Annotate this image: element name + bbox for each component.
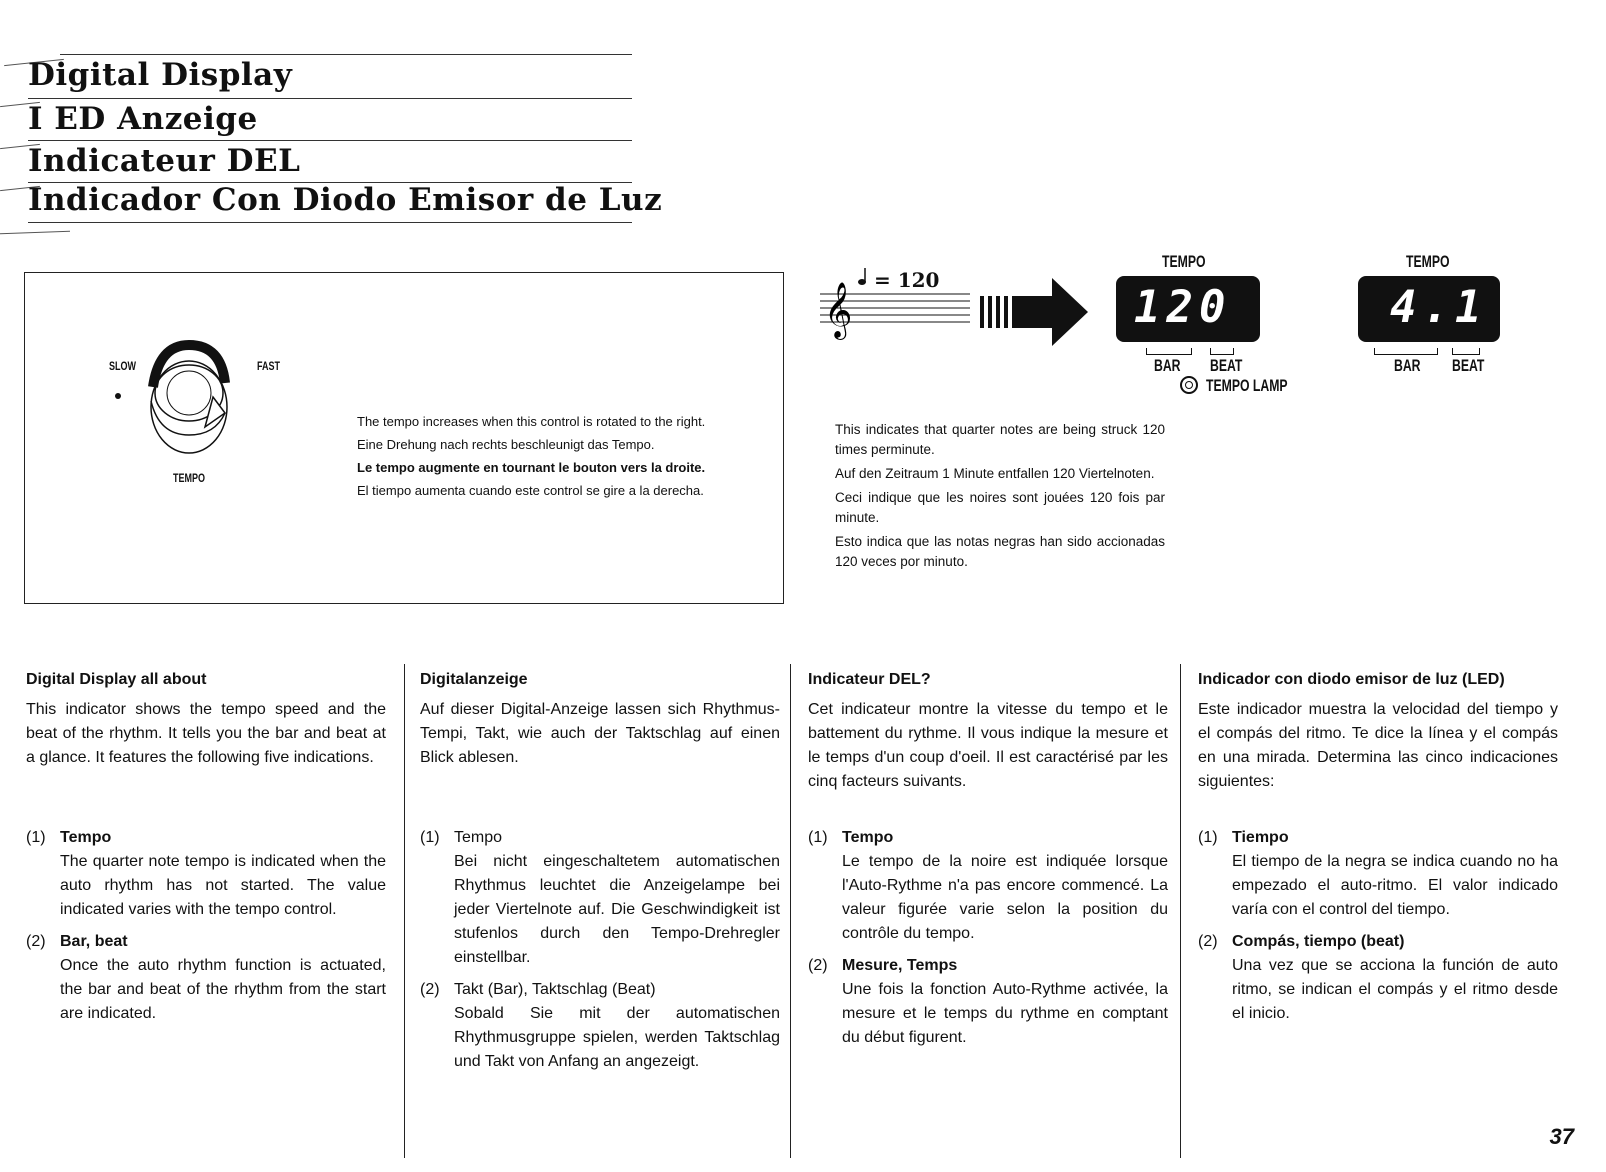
column-heading: Indicador con diodo emisor de luz (LED) [1198,671,1505,688]
tempo-control-description [357,411,717,503]
item-body: Bei nicht eingeschaltetem automatischen Rhythmus leuchtet die Anzeigelampe bei jeder Viertelnote auf. Die Geschwindigkeit ist stufenlos durch den Tempo-Drehregler einstellbar. [454,853,780,966]
display2-bar-label: BAR [1394,356,1421,375]
column-intro: This indicator shows the tempo speed and the beat of the rhythm. It tells you the bar and beat at a glance. It features the following five indications. [26,701,386,766]
display1-tempo-label: TEMPO [1162,252,1206,271]
item-body: The quarter note tempo is indicated when the auto rhythm has not started. The value indicated varies with the tempo control. [60,853,386,918]
list-item [1198,930,1558,1026]
item-body: Once the auto rhythm function is actuated, the bar and beat of the rhythm from the start are indicated. [60,957,386,1022]
item-number: (1) [808,829,828,846]
item-body: Sobald Sie mit der automatischen Rhythmusgruppe spielen, werden Taktschlag und Takt von Anfang an angezeigt. [454,1005,780,1070]
tempo-lamp-icon [1180,376,1198,394]
item-title: Tiempo [1232,829,1289,846]
item-number: (2) [1198,933,1218,950]
note-tempo-value: = 120 [874,268,940,292]
arrow-icon [980,278,1100,348]
title-german: I ED Anzeige [28,101,258,137]
column-intro: Cet indicateur montre la vitesse du tempo et le battement du rythme. Il vous indique la mesure et le temps d'un coup d'oeil. Il est caractérisé par les cinq facteurs suivants. [808,701,1168,790]
box-text-en: The tempo increases when this control is rotated to the right. [357,414,706,429]
title-spanish: Indicador Con Diodo Emisor de Luz [28,182,663,218]
display2-beat-label: BEAT [1452,356,1485,375]
title-english: Digital Display [28,57,293,93]
item-number: (2) [26,933,46,950]
diag-text-es: Esto indica que las notas negras han sido accionadas 120 veces por minuto. [835,534,1165,569]
box-text-de: Eine Drehung nach rechts beschleunigt das Tempo. [357,437,655,452]
item-number: (1) [420,829,440,846]
title-french: Indicateur DEL [28,143,301,179]
item-number: (2) [808,957,828,974]
list-item [420,826,780,970]
column-heading: Digital Display all about [26,671,207,688]
tempo-control-box [24,272,784,604]
display1-beat-label: BEAT [1210,356,1243,375]
item-title: Takt (Bar), Taktschlag (Beat) [454,981,656,998]
dot-marker [115,393,121,399]
tempo-display-1 [1116,276,1260,342]
column-heading: Indicateur DEL? [808,671,931,688]
column-intro: Auf dieser Digital-Anzeige lassen sich Rhythmus-Tempi, Takt, wie auch der Taktschlag auf einen Blick ablesen. [420,701,780,766]
item-title: Tempo [60,829,112,846]
item-number: (2) [420,981,440,998]
list-item [808,826,1168,946]
slow-label: SLOW [109,359,136,373]
item-body: Une fois la fonction Auto-Rythme activée, la mesure et le temps du rythme en comptant du début figurent. [842,981,1168,1046]
item-title: Tempo [842,829,894,846]
item-number: (1) [26,829,46,846]
list-item [420,978,780,1074]
item-body: Le tempo de la noire est indiquée lorsque l'Auto-Rythme n'a pas encore commencé. La valeur figurée varie selon la position du contrôle du tempo. [842,853,1168,942]
column-intro: Este indicador muestra la velocidad del tiempo y el compás del ritmo. Te dice la línea y el compás en una mirada. Determina las cinco indicaciones siguientes: [1198,701,1558,790]
display1-value: 120 [1134,282,1232,333]
diag-text-fr: Ceci indique que les noires sont jouées 120 fois par minute. [835,490,1165,525]
column-english [26,668,386,1026]
display2-value: 4.1 [1390,282,1488,333]
box-text-es: El tiempo aumenta cuando este control se gire a la derecha. [357,483,704,498]
column-french [808,668,1168,1050]
display1-bar-label: BAR [1154,356,1181,375]
item-body: El tiempo de la negra se indica cuando no ha empezado el auto-ritmo. El valor indicado varía con el control del tiempo. [1232,853,1558,918]
tempo-lamp-label: TEMPO LAMP [1206,376,1288,395]
item-number: (1) [1198,829,1218,846]
diag-text-en: This indicates that quarter notes are being struck 120 times perminute. [835,422,1165,457]
fast-label: FAST [257,359,281,373]
list-item [808,954,1168,1050]
item-title: Tempo [454,829,503,846]
column-heading: Digitalanzeige [420,671,528,688]
svg-text:𝄞: 𝄞 [824,282,853,338]
display-description [835,420,1165,576]
item-title: Compás, tiempo (beat) [1232,933,1405,950]
tempo-display-2 [1358,276,1500,342]
column-spanish [1198,668,1558,1026]
item-body: Una vez que se acciona la función de auto ritmo, se indican el compás y el ritmo desde el inicio. [1232,957,1558,1022]
list-item [1198,826,1558,922]
diag-text-de: Auf den Zeitraum 1 Minute entfallen 120 Viertelnoten. [835,466,1155,481]
display2-tempo-label: TEMPO [1406,252,1450,271]
item-title: Bar, beat [60,933,128,950]
tempo-knob-label: TEMPO [173,471,206,485]
list-item [26,930,386,1026]
list-item [26,826,386,922]
tempo-knob-icon[interactable] [129,335,249,485]
item-title: Mesure, Temps [842,957,958,974]
page-number: 37 [1549,1124,1574,1149]
column-german [420,668,780,1074]
box-text-fr: Le tempo augmente en tournant le bouton vers la droite. [357,460,706,475]
